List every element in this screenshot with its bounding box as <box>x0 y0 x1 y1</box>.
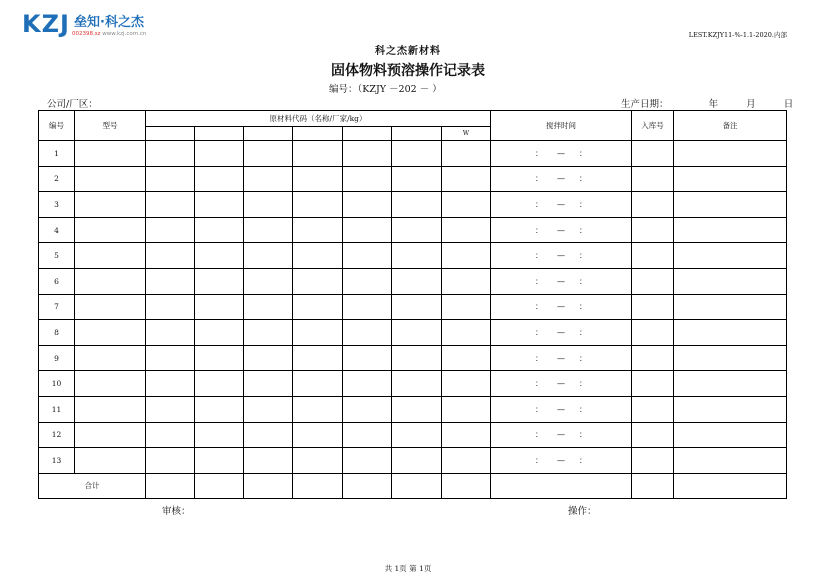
raw-material-cell[interactable] <box>244 243 293 269</box>
raw-material-cell[interactable] <box>293 166 343 192</box>
header-storage-number: 入库号 <box>632 111 674 141</box>
time-colon: ： <box>579 379 588 389</box>
storage-cell[interactable] <box>632 345 674 371</box>
table-row <box>39 371 787 397</box>
row-number: 2 <box>39 166 75 192</box>
raw-material-cell[interactable] <box>442 294 491 320</box>
date-year: 年 <box>708 99 719 110</box>
raw-material-cell[interactable] <box>343 268 392 294</box>
total-cell[interactable] <box>392 473 442 498</box>
total-cell[interactable] <box>632 473 674 498</box>
raw-sub-cell <box>244 127 293 141</box>
time-colon: ： <box>579 302 588 312</box>
production-date-label: 生产日期： <box>621 99 669 110</box>
stir-time-cell[interactable] <box>491 141 632 167</box>
row-number: 1 <box>39 141 75 167</box>
time-colon: ： <box>535 404 544 414</box>
raw-material-cell[interactable] <box>343 448 392 474</box>
table-row <box>39 141 787 167</box>
stir-time-cell[interactable] <box>491 294 632 320</box>
raw-material-cell[interactable] <box>442 243 491 269</box>
time-dash: — <box>557 353 566 363</box>
time-colon: ： <box>535 430 544 440</box>
header-remarks: 备注 <box>674 111 787 141</box>
remarks-cell[interactable] <box>674 294 787 320</box>
raw-material-cell[interactable] <box>343 294 392 320</box>
raw-material-cell[interactable] <box>146 192 195 218</box>
raw-material-cell[interactable] <box>392 320 442 346</box>
raw-material-cell[interactable] <box>244 371 293 397</box>
document-code: LEST.KZJY11-%-1.1-2020.内部 <box>688 31 787 39</box>
raw-material-cell[interactable] <box>343 371 392 397</box>
total-row <box>39 473 787 498</box>
table-row <box>39 294 787 320</box>
time-dash: — <box>557 327 566 337</box>
row-number: 4 <box>39 217 75 243</box>
table-row <box>39 448 787 474</box>
raw-material-cell[interactable] <box>442 422 491 448</box>
raw-material-cell[interactable] <box>442 166 491 192</box>
raw-material-cell[interactable] <box>293 371 343 397</box>
row-number: 12 <box>39 422 75 448</box>
production-date <box>621 96 793 110</box>
raw-material-cell[interactable] <box>442 217 491 243</box>
raw-material-cell[interactable] <box>146 396 195 422</box>
time-dash: — <box>557 455 566 465</box>
model-cell[interactable] <box>75 192 146 218</box>
raw-material-cell[interactable] <box>293 345 343 371</box>
stir-time-cell[interactable] <box>491 268 632 294</box>
model-cell[interactable] <box>75 243 146 269</box>
storage-cell[interactable] <box>632 422 674 448</box>
raw-material-cell[interactable] <box>442 371 491 397</box>
time-colon: ： <box>535 174 544 184</box>
model-cell[interactable] <box>75 294 146 320</box>
remarks-cell[interactable] <box>674 422 787 448</box>
raw-material-cell[interactable] <box>195 320 244 346</box>
raw-material-cell[interactable] <box>442 268 491 294</box>
table-row <box>39 422 787 448</box>
storage-cell[interactable] <box>632 448 674 474</box>
logo-url: www.kzj.com.cn <box>102 31 147 37</box>
time-colon: ： <box>535 455 544 465</box>
storage-cell[interactable] <box>632 294 674 320</box>
raw-material-cell[interactable] <box>293 192 343 218</box>
time-colon: ： <box>579 174 588 184</box>
stir-time-cell[interactable] <box>491 371 632 397</box>
record-table <box>38 110 787 499</box>
row-number: 6 <box>39 268 75 294</box>
storage-cell[interactable] <box>632 320 674 346</box>
raw-sub-cell <box>392 127 442 141</box>
remarks-cell[interactable] <box>674 396 787 422</box>
header-model: 型号 <box>75 111 146 141</box>
model-cell[interactable] <box>75 166 146 192</box>
storage-cell[interactable] <box>632 166 674 192</box>
raw-material-cell[interactable] <box>146 448 195 474</box>
remarks-cell[interactable] <box>674 345 787 371</box>
total-cell[interactable] <box>244 473 293 498</box>
raw-material-cell[interactable] <box>244 320 293 346</box>
raw-material-cell[interactable] <box>392 268 442 294</box>
raw-material-cell[interactable] <box>442 141 491 167</box>
raw-material-cell[interactable] <box>195 166 244 192</box>
logo <box>22 10 162 40</box>
raw-material-cell[interactable] <box>244 294 293 320</box>
raw-material-cell[interactable] <box>392 371 442 397</box>
raw-sub-cell <box>343 127 392 141</box>
raw-material-cell[interactable] <box>293 422 343 448</box>
raw-material-cell[interactable] <box>244 268 293 294</box>
raw-material-cell[interactable] <box>343 345 392 371</box>
time-colon: ： <box>579 327 588 337</box>
raw-material-cell[interactable] <box>293 294 343 320</box>
table-row <box>39 268 787 294</box>
remarks-cell[interactable] <box>674 371 787 397</box>
raw-material-cell[interactable] <box>146 243 195 269</box>
time-colon: ： <box>579 455 588 465</box>
total-label: 合计 <box>39 473 146 498</box>
time-dash: — <box>557 302 566 312</box>
time-colon: ： <box>579 199 588 209</box>
raw-material-cell[interactable] <box>293 448 343 474</box>
company-name: 科之杰新材料 <box>375 46 441 57</box>
reviewer-label: 审核： <box>162 506 191 517</box>
raw-material-cell[interactable] <box>442 320 491 346</box>
raw-material-cell[interactable] <box>244 396 293 422</box>
logo-subline <box>72 31 146 37</box>
raw-material-cell[interactable] <box>195 345 244 371</box>
remarks-cell[interactable] <box>674 320 787 346</box>
raw-material-cell[interactable] <box>293 396 343 422</box>
storage-cell[interactable] <box>632 217 674 243</box>
row-number: 9 <box>39 345 75 371</box>
time-colon: ： <box>535 327 544 337</box>
row-number: 10 <box>39 371 75 397</box>
raw-material-cell[interactable] <box>392 345 442 371</box>
raw-material-cell[interactable] <box>343 141 392 167</box>
time-dash: — <box>557 404 566 414</box>
time-dash: — <box>557 199 566 209</box>
raw-sub-cell <box>195 127 244 141</box>
total-cell[interactable] <box>146 473 195 498</box>
time-dash: — <box>557 379 566 389</box>
model-cell[interactable] <box>75 320 146 346</box>
stir-time-cell[interactable] <box>491 422 632 448</box>
stir-time-cell[interactable] <box>491 217 632 243</box>
time-dash: — <box>557 225 566 235</box>
time-colon: ： <box>535 276 544 286</box>
row-number: 11 <box>39 396 75 422</box>
model-cell[interactable] <box>75 345 146 371</box>
time-colon: ： <box>535 379 544 389</box>
operator-label: 操作： <box>568 506 597 517</box>
row-number: 13 <box>39 448 75 474</box>
storage-cell[interactable] <box>632 396 674 422</box>
time-dash: — <box>557 430 566 440</box>
raw-sub-cell <box>293 127 343 141</box>
header-number: 编号 <box>39 111 75 141</box>
raw-material-cell[interactable] <box>195 448 244 474</box>
time-colon: ： <box>535 199 544 209</box>
raw-material-cell[interactable] <box>244 141 293 167</box>
raw-material-cell[interactable] <box>343 243 392 269</box>
raw-material-cell[interactable] <box>195 243 244 269</box>
table-row <box>39 396 787 422</box>
table-row <box>39 320 787 346</box>
raw-material-cell[interactable] <box>195 217 244 243</box>
storage-cell[interactable] <box>632 192 674 218</box>
raw-material-cell[interactable] <box>392 294 442 320</box>
time-colon: ： <box>579 353 588 363</box>
logo-brand: KZJ <box>22 10 70 38</box>
table-row <box>39 217 787 243</box>
total-cell[interactable] <box>195 473 244 498</box>
row-number: 7 <box>39 294 75 320</box>
raw-material-cell[interactable] <box>392 448 442 474</box>
raw-material-cell[interactable] <box>343 320 392 346</box>
raw-material-cell[interactable] <box>195 141 244 167</box>
table-row <box>39 243 787 269</box>
raw-material-cell[interactable] <box>244 422 293 448</box>
logo-chinese: 垒知·科之杰 <box>74 15 144 30</box>
raw-material-cell[interactable] <box>244 166 293 192</box>
raw-material-cell[interactable] <box>146 422 195 448</box>
raw-material-cell[interactable] <box>392 166 442 192</box>
time-colon: ： <box>535 251 544 261</box>
raw-material-cell[interactable] <box>442 345 491 371</box>
model-cell[interactable] <box>75 422 146 448</box>
total-cell[interactable] <box>293 473 343 498</box>
raw-material-cell[interactable] <box>146 141 195 167</box>
remarks-cell[interactable] <box>674 243 787 269</box>
raw-material-cell[interactable] <box>343 192 392 218</box>
date-day: 日 <box>783 99 794 110</box>
table-row <box>39 192 787 218</box>
raw-material-cell[interactable] <box>392 217 442 243</box>
raw-material-cell[interactable] <box>195 192 244 218</box>
raw-material-cell[interactable] <box>195 268 244 294</box>
total-cell[interactable] <box>343 473 392 498</box>
raw-material-cell[interactable] <box>244 345 293 371</box>
time-colon: ： <box>579 148 588 158</box>
raw-material-cell[interactable] <box>146 320 195 346</box>
raw-material-cell[interactable] <box>195 294 244 320</box>
remarks-cell[interactable] <box>674 448 787 474</box>
storage-cell[interactable] <box>632 371 674 397</box>
stir-time-cell[interactable] <box>491 166 632 192</box>
total-cell[interactable] <box>674 473 787 498</box>
raw-material-cell[interactable] <box>293 320 343 346</box>
total-cell[interactable] <box>442 473 491 498</box>
raw-material-cell[interactable] <box>392 396 442 422</box>
stir-time-cell[interactable] <box>491 396 632 422</box>
raw-material-cell[interactable] <box>244 217 293 243</box>
raw-material-cell[interactable] <box>392 243 442 269</box>
raw-material-cell[interactable] <box>244 448 293 474</box>
storage-cell[interactable] <box>632 268 674 294</box>
raw-material-cell[interactable] <box>442 396 491 422</box>
remarks-cell[interactable] <box>674 192 787 218</box>
time-dash: — <box>557 276 566 286</box>
model-cell[interactable] <box>75 371 146 397</box>
header-stir-time: 搅拌时间 <box>491 111 632 141</box>
time-colon: ： <box>535 225 544 235</box>
time-dash: — <box>557 148 566 158</box>
raw-material-cell[interactable] <box>442 448 491 474</box>
stir-time-cell[interactable] <box>491 345 632 371</box>
raw-material-cell[interactable] <box>146 371 195 397</box>
raw-material-cell[interactable] <box>195 396 244 422</box>
stir-time-cell[interactable] <box>491 243 632 269</box>
page-indicator: 共 1页 第 1页 <box>384 564 432 573</box>
storage-cell[interactable] <box>632 243 674 269</box>
remarks-cell[interactable] <box>674 217 787 243</box>
table-row <box>39 166 787 192</box>
logo-stock-code: 002398.sz <box>72 31 101 37</box>
raw-material-cell[interactable] <box>343 396 392 422</box>
page-title: 固体物料预溶操作记录表 <box>331 63 485 79</box>
storage-cell[interactable] <box>632 141 674 167</box>
raw-material-cell[interactable] <box>244 192 293 218</box>
time-colon: ： <box>535 353 544 363</box>
raw-material-cell[interactable] <box>343 217 392 243</box>
raw-material-cell[interactable] <box>146 294 195 320</box>
time-colon: ： <box>579 276 588 286</box>
stir-time-cell[interactable] <box>491 448 632 474</box>
header-row <box>39 111 787 127</box>
raw-material-cell[interactable] <box>392 192 442 218</box>
raw-material-cell[interactable] <box>392 422 442 448</box>
header-raw-material: 原材料代码（名称/厂家/kg） <box>146 111 491 127</box>
model-cell[interactable] <box>75 396 146 422</box>
time-colon: ： <box>579 225 588 235</box>
raw-sub-cell <box>146 127 195 141</box>
total-cell[interactable] <box>491 473 632 498</box>
raw-material-cell[interactable] <box>343 422 392 448</box>
model-cell[interactable] <box>75 217 146 243</box>
stir-time-cell[interactable] <box>491 320 632 346</box>
date-month: 月 <box>746 99 756 110</box>
remarks-cell[interactable] <box>674 268 787 294</box>
time-colon: ： <box>579 430 588 440</box>
raw-material-cell[interactable] <box>146 268 195 294</box>
raw-material-cell[interactable] <box>195 422 244 448</box>
raw-sub-w: W <box>442 127 491 141</box>
raw-material-cell[interactable] <box>392 141 442 167</box>
time-colon: ： <box>535 148 544 158</box>
model-cell[interactable] <box>75 268 146 294</box>
raw-material-cell[interactable] <box>293 141 343 167</box>
raw-material-cell[interactable] <box>146 345 195 371</box>
time-dash: — <box>557 251 566 261</box>
serial-number: 编号：（KZJY －202 － ） <box>329 84 442 95</box>
raw-material-cell[interactable] <box>343 166 392 192</box>
row-number: 3 <box>39 192 75 218</box>
stir-time-cell[interactable] <box>491 192 632 218</box>
time-colon: ： <box>579 404 588 414</box>
raw-material-cell[interactable] <box>442 192 491 218</box>
raw-material-cell[interactable] <box>293 243 343 269</box>
model-cell[interactable] <box>75 448 146 474</box>
time-dash: — <box>557 174 566 184</box>
time-colon: ： <box>579 251 588 261</box>
time-colon: ： <box>535 302 544 312</box>
raw-material-cell[interactable] <box>293 268 343 294</box>
remarks-cell[interactable] <box>674 166 787 192</box>
raw-material-cell[interactable] <box>146 217 195 243</box>
company-field-label: 公司/厂区： <box>47 99 98 110</box>
raw-material-cell[interactable] <box>293 217 343 243</box>
raw-material-cell[interactable] <box>146 166 195 192</box>
row-number: 5 <box>39 243 75 269</box>
raw-material-cell[interactable] <box>195 371 244 397</box>
table-row <box>39 345 787 371</box>
row-number: 8 <box>39 320 75 346</box>
model-cell[interactable] <box>75 141 146 167</box>
remarks-cell[interactable] <box>674 141 787 167</box>
